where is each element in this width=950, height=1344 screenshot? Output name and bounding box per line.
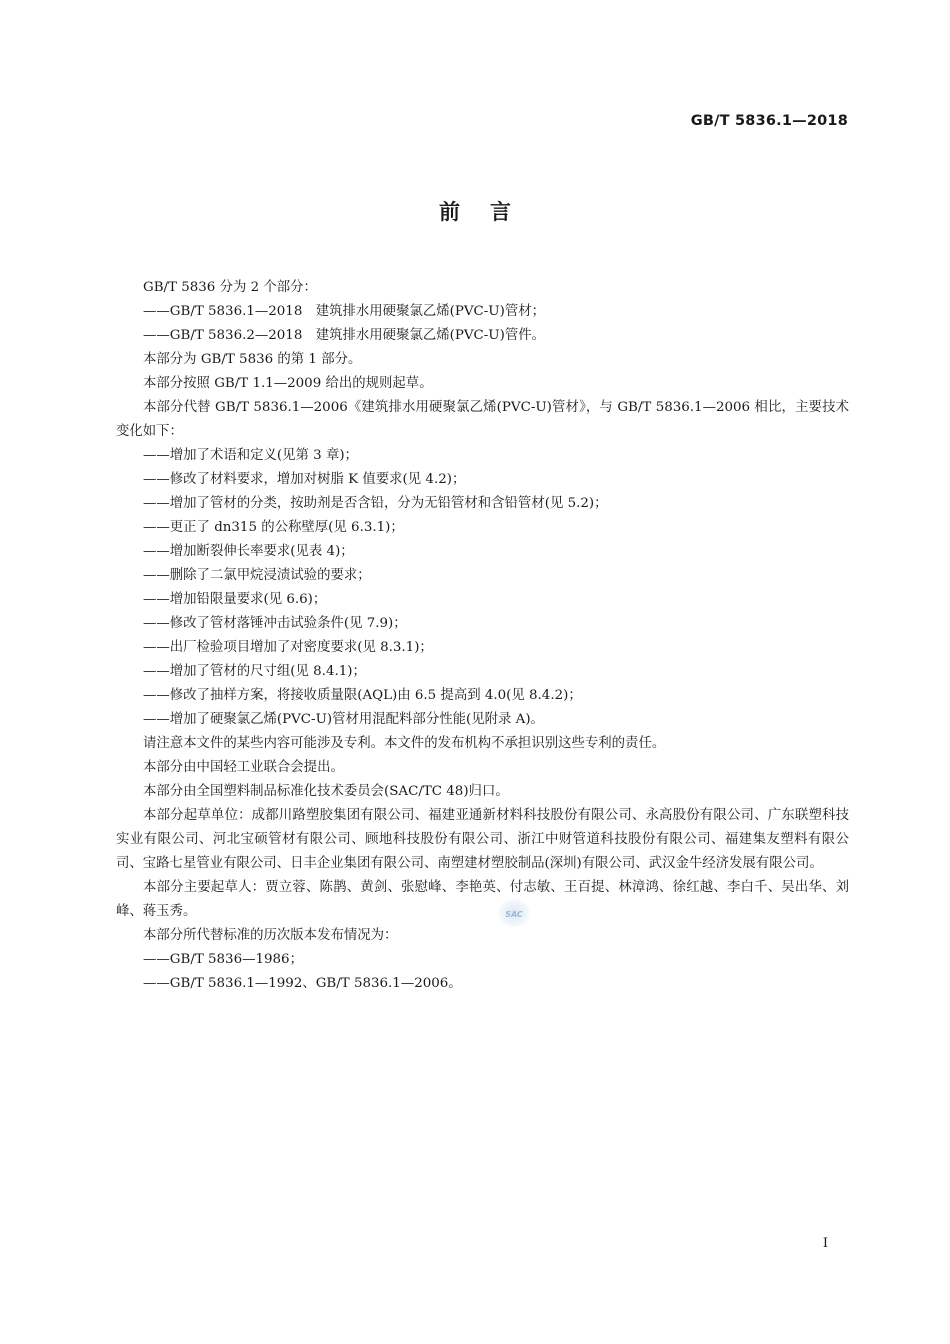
list-item: ——GB/T 5836.1—1992、GB/T 5836.1—2006。 [143,976,462,991]
sac-logo-icon [498,899,530,927]
list-item: ——修改了管材落锤冲击试验条件(见 7.9)； [143,616,407,631]
paragraph: 本部分为 GB/T 5836 的第 1 部分。 [143,352,362,367]
list-item: ——更正了 dn315 的公称壁厚(见 6.3.1)； [143,520,404,535]
list-item: ——修改了材料要求，增加对树脂 K 值要求(见 4.2)； [143,472,466,487]
list-item: ——增加了术语和定义(见第 3 章)； [143,448,358,463]
list-item: ——增加断裂伸长率要求(见表 4)； [143,544,354,559]
list-item: ——出厂检验项目增加了对密度要求(见 8.3.1)； [143,640,433,655]
list-item: ——GB/T 5836.2—2018 建筑排水用硬聚氯乙烯(PVC-U)管件。 [143,328,545,343]
paragraph: 本部分所代替标准的历次版本发布情况为： [143,928,398,943]
list-item: ——增加铅限量要求(见 6.6)； [143,592,327,607]
paragraph: 本部分代替 GB/T 5836.1—2006《建筑排水用硬聚氯乙烯(PVC-U)管材》，与 GB/T 5836.1—2006 相比，主要技术变化如下： [116,400,849,439]
list-item: ——GB/T 5836—1986； [143,952,303,967]
paragraph: 本部分起草单位：成都川路塑胶集团有限公司、福建亚通新材料科技股份有限公司、永高股份有限公司、广东联塑科技实业有限公司、河北宝硕管材有限公司、顾地科技股份有限公司、浙江中财管道科技股份有限公司、福建集友塑料有限公司、宝路七星管业有限公司、日丰企业集团有限公司、南塑建材塑胶制品(深圳)有限公司、武汉金牛经济发展有限公司。 [116,808,849,871]
standard-number: GB/T 5836.1—2018 [690,113,848,129]
sac-watermark-logo [498,899,530,927]
paragraph: 本部分由全国塑料制品标准化技术委员会(SAC/TC 48)归口。 [143,784,509,799]
list-item: ——增加了管材的尺寸组(见 8.4.1)； [143,664,366,679]
list-item: ——删除了二氯甲烷浸渍试验的要求； [143,568,371,583]
paragraph: 本部分由中国轻工业联合会提出。 [143,760,344,775]
list-item: ——修改了抽样方案，将接收质量限(AQL)由 6.5 提高到 4.0(见 8.4.2)； [143,688,582,703]
list-item: ——GB/T 5836.1—2018 建筑排水用硬聚氯乙烯(PVC-U)管材； [143,304,545,319]
watermark-text: SAC [505,910,523,919]
page-title: 前言 [439,200,541,224]
list-item: ——增加了硬聚氯乙烯(PVC-U)管材用混配料部分性能(见附录 A)。 [143,712,544,727]
paragraph: GB/T 5836 分为 2 个部分： [143,280,317,295]
paragraph: 请注意本文件的某些内容可能涉及专利。本文件的发布机构不承担识别这些专利的责任。 [143,736,666,751]
list-item: ——增加了管材的分类，按助剂是否含铅，分为无铅管材和含铅管材(见 5.2)； [143,496,608,511]
page-number: I [822,1236,828,1251]
paragraph: 本部分按照 GB/T 1.1—2009 给出的规则起草。 [143,376,433,391]
foreword-body [116,276,849,996]
paragraph: 本部分主要起草人：贾立蓉、陈鹊、黄剑、张慰峰、李艳英、付志敏、王百提、林漳鸿、徐红越、李白千、吴出华、刘峰、蒋玉秀。 [116,880,849,919]
